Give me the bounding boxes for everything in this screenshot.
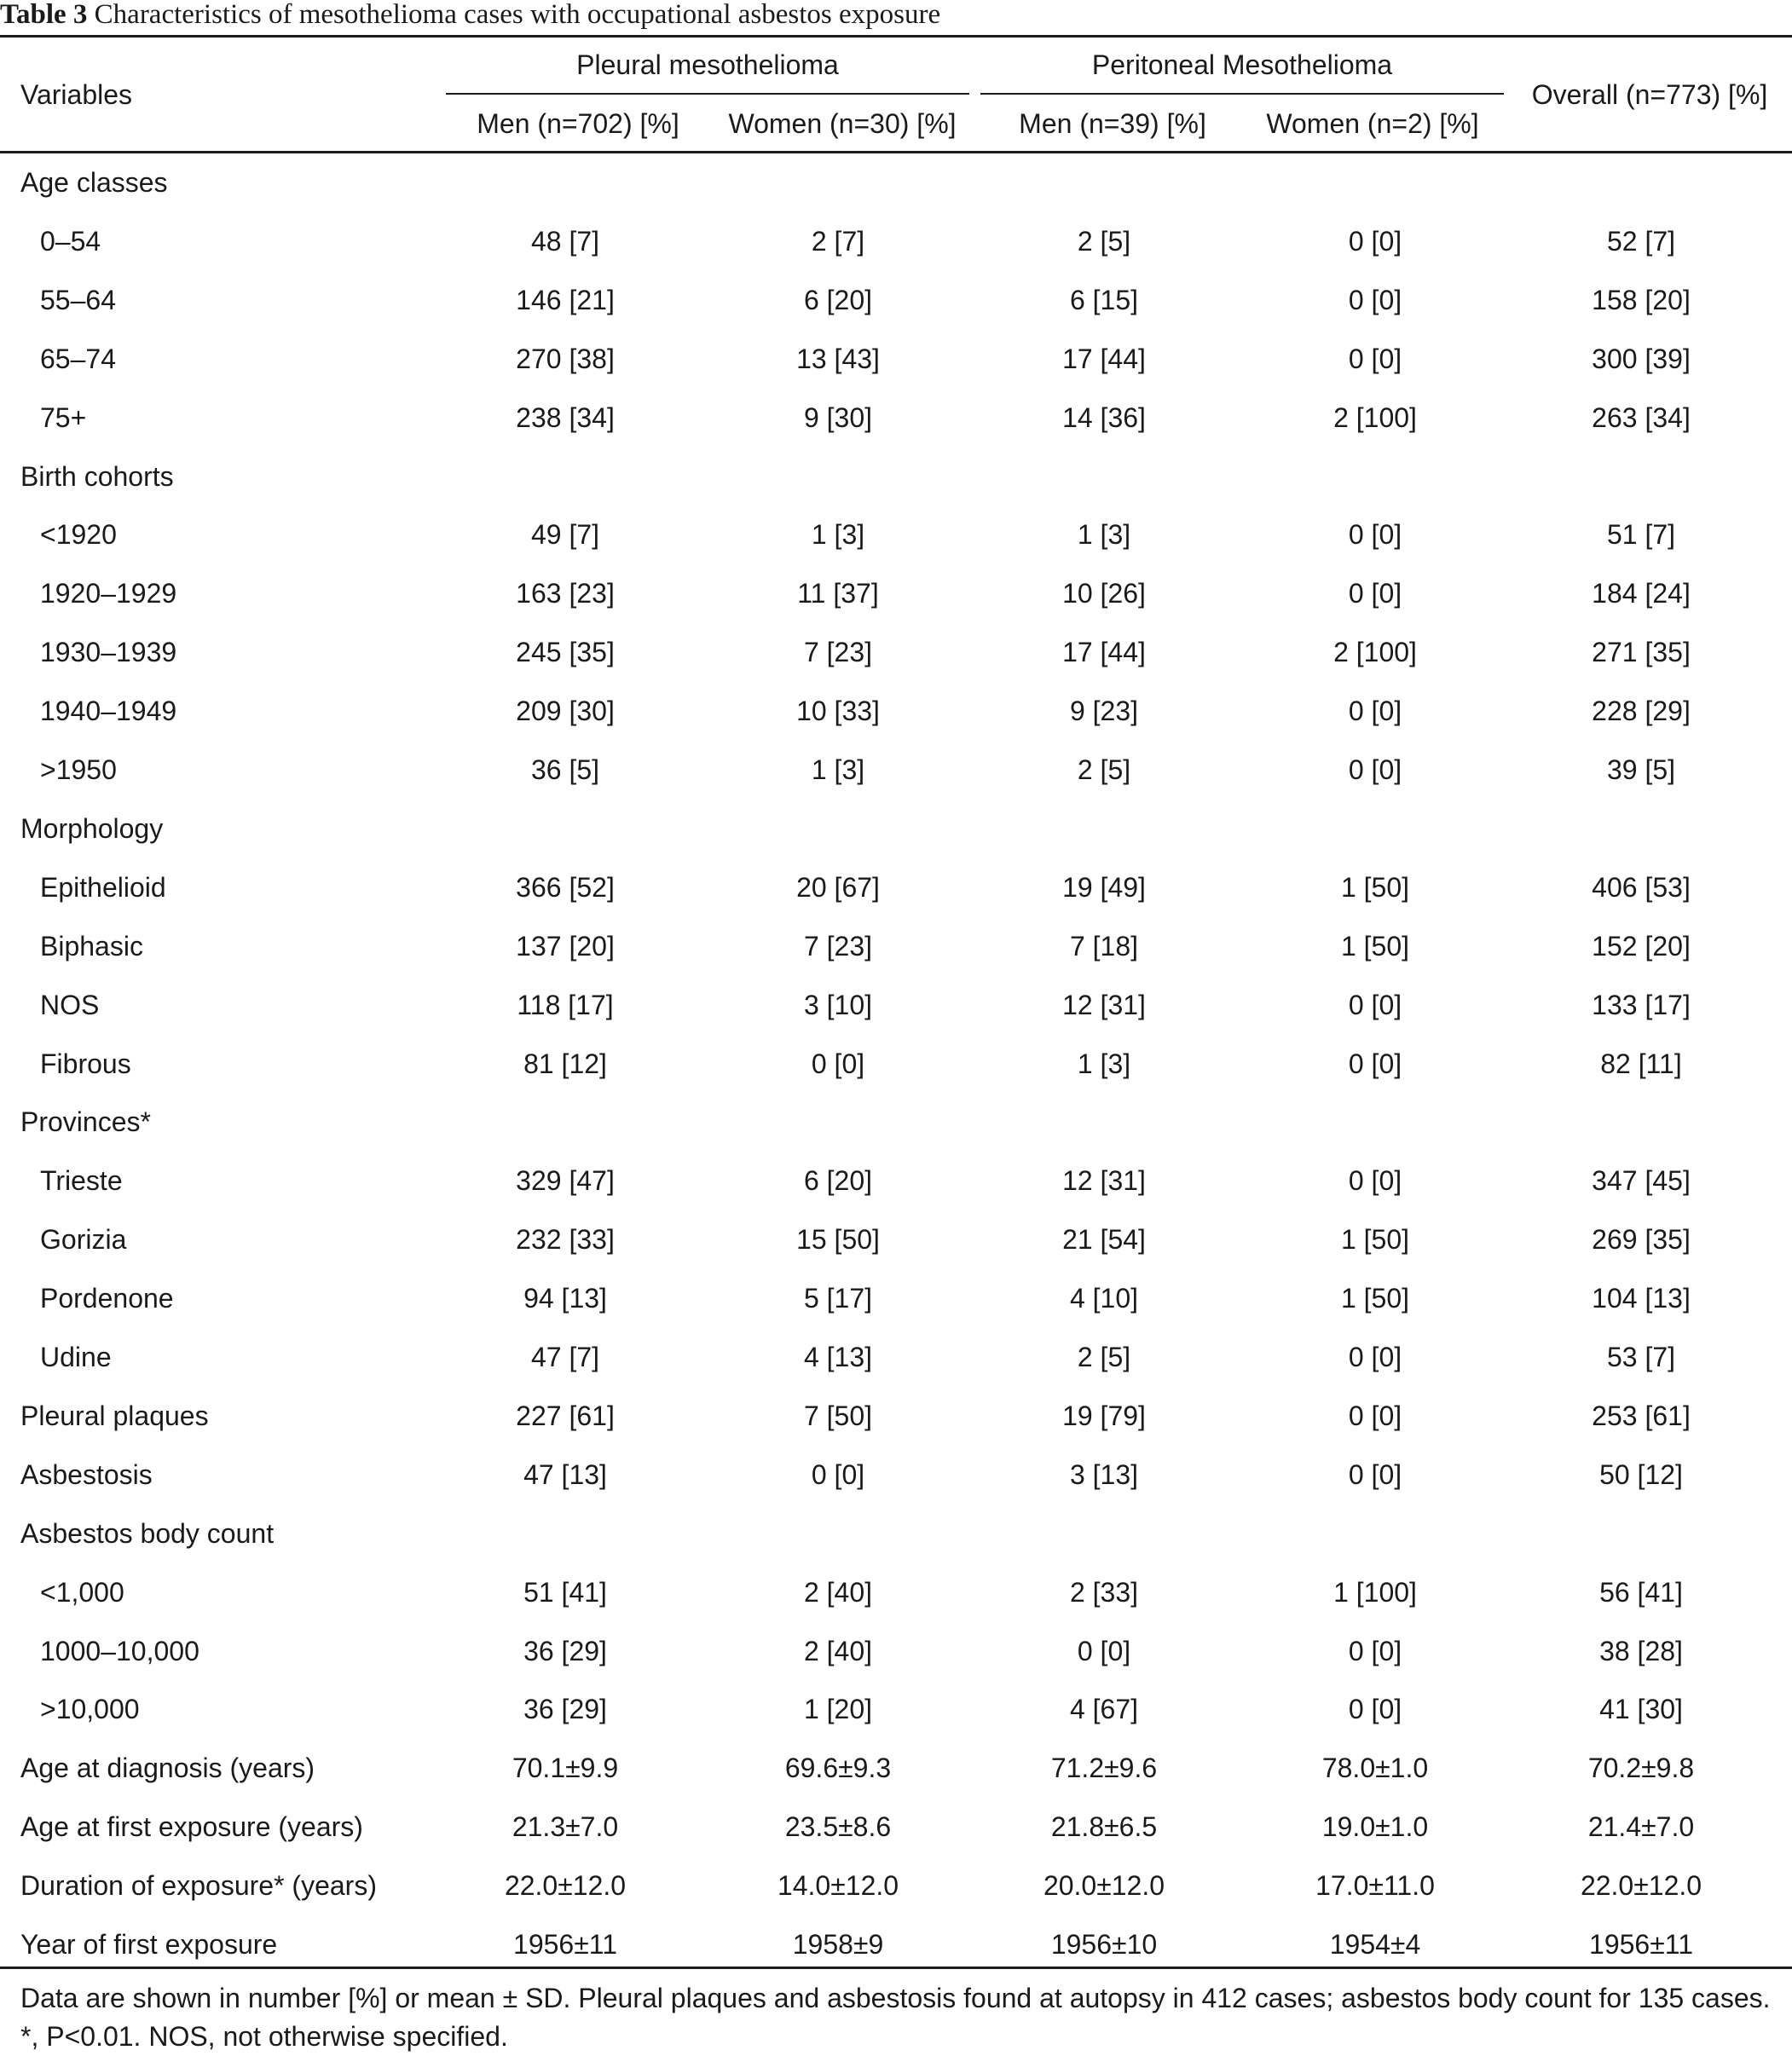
cell-peritoneal-women: 1 [50]	[1340, 1283, 1410, 1314]
cell-overall: 152 [20]	[1592, 930, 1691, 962]
cell-overall: 22.0±12.0	[1580, 1870, 1702, 1902]
row-label: 1930–1939	[40, 637, 177, 668]
row-label: Age at first exposure (years)	[20, 1811, 363, 1843]
row-label: Biphasic	[40, 930, 143, 962]
header-overall: Overall (n=773) [%]	[1531, 79, 1768, 110]
cell-pleural-women: 6 [20]	[803, 284, 873, 315]
cell-peritoneal-women: 17.0±11.0	[1315, 1870, 1435, 1902]
cell-overall: 347 [45]	[1592, 1165, 1691, 1197]
cell-pleural-men: 21.3±7.0	[512, 1811, 619, 1843]
cell-pleural-men: 238 [34]	[516, 401, 615, 433]
cell-overall: 38 [28]	[1599, 1635, 1683, 1666]
cell-overall: 51 [7]	[1606, 519, 1676, 551]
cell-pleural-women: 14.0±12.0	[777, 1870, 899, 1902]
cell-pleural-women: 3 [10]	[803, 989, 873, 1020]
cell-peritoneal-men: 2 [5]	[1077, 754, 1131, 785]
row-label: Age at diagnosis (years)	[20, 1753, 315, 1784]
table-caption-label: Table 3	[0, 0, 88, 30]
cell-peritoneal-men: 4 [10]	[1069, 1283, 1139, 1314]
row-label: <1920	[40, 519, 117, 551]
cell-pleural-women: 7 [23]	[803, 637, 873, 668]
cell-peritoneal-women: 0 [0]	[1348, 519, 1402, 551]
cell-pleural-women: 15 [50]	[796, 1224, 880, 1256]
cell-overall: 41 [30]	[1599, 1694, 1683, 1725]
top-rule	[0, 35, 1792, 38]
cell-pleural-men: 49 [7]	[530, 519, 600, 551]
table-footnote: Data are shown in number [%] or mean ± SD. Pleural plaques and asbestosis found at autopsy in 412 cases; asbestos body count for 135 cases. *, P<0.01. NOS, not otherwise specified.	[20, 1983, 1771, 2052]
cell-pleural-women: 1 [3]	[811, 519, 865, 551]
cell-peritoneal-women: 0 [0]	[1348, 343, 1402, 374]
cell-peritoneal-women: 0 [0]	[1348, 1635, 1402, 1666]
cell-overall: 39 [5]	[1606, 754, 1676, 785]
row-label: <1,000	[40, 1576, 124, 1608]
row-label: Udine	[40, 1342, 112, 1372]
cell-peritoneal-men: 10 [26]	[1062, 578, 1146, 609]
cell-peritoneal-men: 2 [5]	[1077, 1342, 1131, 1372]
cell-overall: 21.4±7.0	[1587, 1811, 1695, 1843]
cell-peritoneal-men: 21.8±6.5	[1050, 1811, 1158, 1843]
cell-pleural-women: 7 [50]	[803, 1400, 873, 1431]
cell-peritoneal-men: 19 [49]	[1062, 871, 1146, 903]
cell-pleural-men: 227 [61]	[516, 1400, 615, 1431]
cell-peritoneal-men: 17 [44]	[1062, 343, 1146, 374]
cell-pleural-women: 20 [67]	[796, 871, 880, 903]
cell-peritoneal-women: 1 [100]	[1333, 1576, 1417, 1608]
row-label: Epithelioid	[40, 871, 166, 903]
cell-pleural-women: 5 [17]	[803, 1283, 873, 1314]
cell-peritoneal-men: 1 [3]	[1077, 1048, 1131, 1079]
row-label: 1000–10,000	[40, 1635, 199, 1666]
row-label: 75+	[40, 401, 87, 433]
cell-peritoneal-men: 12 [31]	[1062, 1165, 1146, 1197]
table-caption	[0, 0, 1792, 34]
cell-overall: 158 [20]	[1592, 284, 1691, 315]
cell-peritoneal-men: 71.2±9.6	[1050, 1753, 1158, 1784]
cell-pleural-men: 81 [12]	[523, 1048, 607, 1079]
row-label: >10,000	[40, 1694, 140, 1725]
cell-pleural-men: 163 [23]	[516, 578, 615, 609]
cell-peritoneal-women: 1954±4	[1329, 1929, 1421, 1960]
table-caption-text: Characteristics of mesothelioma cases with occupational asbestos exposure	[94, 0, 941, 30]
cell-pleural-men: 70.1±9.9	[512, 1753, 619, 1784]
cell-pleural-women: 1958±9	[792, 1929, 884, 1960]
header-peritoneal-men: Men (n=39) [%]	[1019, 108, 1206, 139]
cell-peritoneal-men: 9 [23]	[1069, 696, 1139, 727]
cell-peritoneal-men: 1 [3]	[1077, 519, 1131, 551]
row-group-label: Provinces*	[20, 1106, 151, 1138]
cell-peritoneal-men: 3 [13]	[1069, 1458, 1139, 1490]
cell-peritoneal-women: 78.0±1.0	[1321, 1753, 1429, 1784]
row-label: Duration of exposure* (years)	[20, 1870, 377, 1902]
cell-overall: 133 [17]	[1592, 989, 1691, 1020]
cell-pleural-men: 36 [5]	[530, 754, 600, 785]
cell-pleural-women: 6 [20]	[803, 1165, 873, 1197]
cell-overall: 1956±11	[1589, 1929, 1693, 1960]
row-group-label: Birth cohorts	[20, 460, 174, 492]
cell-peritoneal-women: 1 [50]	[1340, 930, 1410, 962]
cell-pleural-women: 2 [40]	[803, 1635, 873, 1666]
row-group-label: Asbestos body count	[20, 1517, 275, 1549]
cell-pleural-men: 22.0±12.0	[504, 1870, 627, 1902]
row-group-label: Morphology	[20, 812, 164, 844]
header-peritoneal-group: Peritoneal Mesothelioma	[1091, 49, 1393, 80]
header-peritoneal-women: Women (n=2) [%]	[1266, 108, 1479, 139]
cell-peritoneal-women: 0 [0]	[1348, 696, 1402, 727]
pleural-group-rule	[446, 93, 969, 95]
cell-overall: 269 [35]	[1592, 1224, 1691, 1256]
cell-peritoneal-women: 0 [0]	[1348, 989, 1402, 1020]
cell-pleural-women: 7 [23]	[803, 930, 873, 962]
peritoneal-group-rule	[980, 93, 1504, 95]
cell-pleural-women: 0 [0]	[811, 1458, 865, 1490]
header-bottom-rule	[0, 151, 1792, 153]
cell-overall: 56 [41]	[1599, 1576, 1683, 1608]
row-label: 1940–1949	[40, 696, 177, 727]
cell-pleural-men: 270 [38]	[516, 343, 615, 374]
row-label: Year of first exposure	[20, 1929, 278, 1960]
cell-pleural-men: 118 [17]	[517, 989, 614, 1020]
bottom-rule	[0, 1966, 1792, 1969]
cell-peritoneal-men: 21 [54]	[1062, 1224, 1146, 1256]
cell-overall: 53 [7]	[1606, 1342, 1676, 1372]
cell-pleural-women: 0 [0]	[811, 1048, 865, 1079]
cell-overall: 104 [13]	[1592, 1283, 1691, 1314]
row-group-label: Age classes	[20, 167, 168, 198]
cell-pleural-women: 4 [13]	[803, 1342, 873, 1372]
cell-overall: 271 [35]	[1592, 637, 1691, 668]
cell-peritoneal-women: 0 [0]	[1348, 578, 1402, 609]
cell-pleural-men: 36 [29]	[523, 1694, 607, 1725]
cell-peritoneal-men: 1956±10	[1050, 1929, 1158, 1960]
cell-peritoneal-women: 0 [0]	[1348, 754, 1402, 785]
cell-peritoneal-women: 0 [0]	[1348, 1400, 1402, 1431]
cell-pleural-men: 245 [35]	[516, 637, 615, 668]
header-pleural-women: Women (n=30) [%]	[728, 108, 957, 139]
cell-peritoneal-men: 4 [67]	[1069, 1694, 1139, 1725]
row-label: Pleural plaques	[20, 1400, 209, 1431]
cell-peritoneal-women: 1 [50]	[1340, 871, 1410, 903]
cell-pleural-men: 51 [41]	[523, 1576, 607, 1608]
cell-pleural-men: 36 [29]	[523, 1635, 607, 1666]
row-label: NOS	[40, 989, 100, 1020]
cell-overall: 50 [12]	[1599, 1458, 1683, 1490]
header-variables: Variables	[20, 79, 133, 110]
cell-peritoneal-men: 19 [79]	[1062, 1400, 1146, 1431]
cell-pleural-women: 2 [7]	[811, 225, 865, 257]
cell-peritoneal-women: 2 [100]	[1333, 637, 1417, 668]
cell-pleural-women: 10 [33]	[796, 696, 880, 727]
cell-pleural-men: 94 [13]	[523, 1283, 607, 1314]
row-label: 55–64	[40, 284, 116, 315]
header-pleural-men: Men (n=702) [%]	[477, 108, 679, 139]
cell-peritoneal-women: 0 [0]	[1348, 1694, 1402, 1725]
cell-pleural-men: 47 [13]	[523, 1458, 607, 1490]
cell-overall: 82 [11]	[1600, 1048, 1682, 1079]
row-label: >1950	[40, 754, 117, 785]
cell-peritoneal-women: 0 [0]	[1348, 284, 1402, 315]
cell-pleural-women: 23.5±8.6	[784, 1811, 892, 1843]
cell-peritoneal-women: 0 [0]	[1348, 1458, 1402, 1490]
cell-pleural-men: 329 [47]	[516, 1165, 615, 1197]
cell-peritoneal-men: 2 [33]	[1069, 1576, 1139, 1608]
cell-peritoneal-men: 6 [15]	[1069, 284, 1139, 315]
cell-pleural-women: 13 [43]	[796, 343, 880, 374]
row-label: 0–54	[40, 225, 101, 257]
cell-peritoneal-women: 0 [0]	[1348, 225, 1402, 257]
cell-peritoneal-men: 17 [44]	[1062, 637, 1146, 668]
cell-pleural-men: 232 [33]	[516, 1224, 615, 1256]
cell-peritoneal-men: 7 [18]	[1069, 930, 1139, 962]
cell-pleural-women: 11 [37]	[797, 578, 879, 609]
cell-overall: 263 [34]	[1592, 401, 1691, 433]
row-label: Pordenone	[40, 1283, 174, 1314]
cell-peritoneal-men: 2 [5]	[1077, 225, 1131, 257]
cell-overall: 300 [39]	[1592, 343, 1691, 374]
cell-pleural-women: 9 [30]	[803, 401, 873, 433]
row-label: Fibrous	[40, 1048, 131, 1079]
cell-peritoneal-women: 19.0±1.0	[1321, 1811, 1429, 1843]
cell-peritoneal-men: 14 [36]	[1062, 401, 1146, 433]
row-label: Gorizia	[40, 1224, 127, 1256]
row-label: Asbestosis	[20, 1458, 153, 1490]
cell-overall: 228 [29]	[1592, 696, 1691, 727]
cell-peritoneal-women: 0 [0]	[1348, 1165, 1402, 1197]
cell-overall: 184 [24]	[1592, 578, 1691, 609]
cell-peritoneal-men: 20.0±12.0	[1043, 1870, 1165, 1902]
cell-pleural-women: 1 [20]	[803, 1694, 873, 1725]
cell-pleural-men: 209 [30]	[516, 696, 615, 727]
cell-overall: 406 [53]	[1592, 871, 1691, 903]
cell-overall: 70.2±9.8	[1587, 1753, 1695, 1784]
cell-peritoneal-men: 0 [0]	[1077, 1635, 1131, 1666]
cell-pleural-women: 2 [40]	[803, 1576, 873, 1608]
row-label: Trieste	[40, 1165, 123, 1197]
row-label: 1920–1929	[40, 578, 177, 609]
cell-overall: 253 [61]	[1592, 1400, 1691, 1431]
cell-peritoneal-women: 0 [0]	[1348, 1342, 1402, 1372]
cell-peritoneal-women: 1 [50]	[1340, 1224, 1410, 1256]
cell-pleural-men: 48 [7]	[530, 225, 600, 257]
cell-peritoneal-women: 2 [100]	[1333, 401, 1417, 433]
cell-overall: 52 [7]	[1606, 225, 1676, 257]
header-pleural-group: Pleural mesothelioma	[576, 49, 839, 80]
cell-pleural-men: 47 [7]	[530, 1342, 600, 1372]
cell-pleural-men: 1956±11	[513, 1929, 617, 1960]
cell-pleural-men: 146 [21]	[516, 284, 615, 315]
cell-peritoneal-men: 12 [31]	[1062, 989, 1146, 1020]
cell-peritoneal-women: 0 [0]	[1348, 1048, 1402, 1079]
cell-pleural-women: 1 [3]	[811, 754, 865, 785]
cell-pleural-women: 69.6±9.3	[784, 1753, 892, 1784]
row-label: 65–74	[40, 343, 116, 374]
cell-pleural-men: 137 [20]	[516, 930, 615, 962]
cell-pleural-men: 366 [52]	[516, 871, 615, 903]
